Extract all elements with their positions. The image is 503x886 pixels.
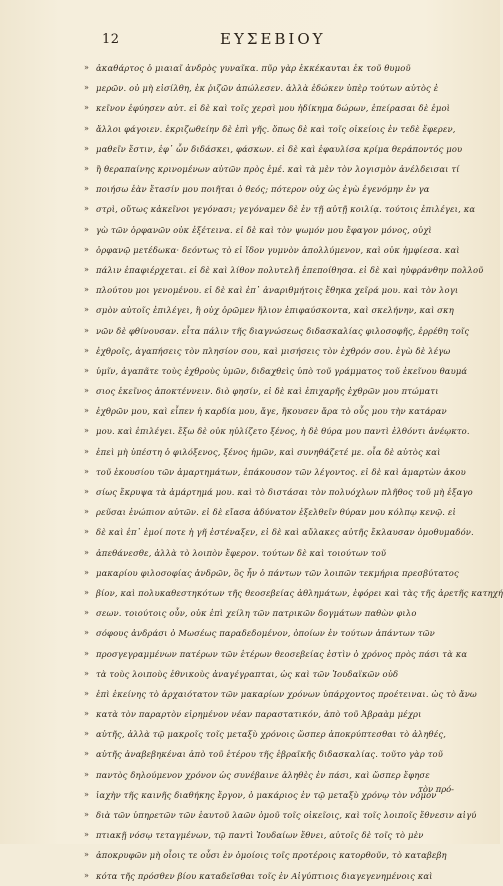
line-text: ἰαχὴν τῆς καινῆς διαθήκης ἔργον, ὁ μακάριος ἐν τῷ μεταξὺ χρόνῳ τὸν νόμον (96, 789, 437, 800)
page-number: 12 (102, 32, 120, 47)
quote-mark: » (84, 729, 89, 739)
text-line (84, 442, 446, 462)
line-text: ποιήσω ἐὰν ἔτασίν μου ποιῆται ὁ θεός; πότερον οὐχ ὡς ἐγὼ ἐγενόμην ἐν γα (96, 184, 430, 195)
line-text: ὀρφανῷ μετέδωκα· δεόντως τὸ εἰ ἴδον γυμνὸν ἀπολλύμενον, καὶ οὐκ ἠμφίεσα. καὶ (96, 244, 460, 255)
line-text: πλούτου μοι γενομένου. εἰ δὲ καὶ ἐπ᾽ ἀναριθμήτοις ἔθηκα χεῖρά μου. καὶ τὸν λογι (96, 285, 459, 296)
line-text: ἀπεθάνεσθε, ἀλλὰ τὸ λοιπὸν ἔφερον. τούτων δὲ καὶ τοιούτων τοῦ (96, 547, 387, 558)
line-text: σμὸν αὐτοῖς ἐπιλέγει, ἢ οὐχ ὁρῶμεν ἥλιον ἐπιφαύσκοντα, καὶ σκελήνην, καὶ σκη (96, 305, 454, 316)
text-line (84, 280, 459, 300)
quote-mark: » (84, 426, 89, 436)
text-line (84, 825, 446, 845)
text-line (84, 320, 470, 340)
line-text: ἄλλοι φάγοιεν. ἐκριζωθείην δὲ ἐπὶ γῆς. ὅπως δὲ καὶ τοῖς οἰκείοις ἐν τεδὲ ἔφερεν, (96, 123, 456, 134)
line-text: κεῖνον ἐφύησεν αὐτ. εἰ δὲ καὶ τοῖς χερσὶ μου ἠδίκημα δώρων, ἐπείρασαι δὲ ἐμοὶ (96, 103, 451, 114)
text-line (84, 361, 468, 381)
text-line (84, 744, 446, 764)
quote-mark: » (84, 103, 89, 113)
quote-mark: » (84, 688, 89, 698)
line-text: ρεῦσαι ἐνώπιον αὐτῶν. εἰ δὲ εἴασα ἀδύνατον ἐξελθεῖν θύραν μου κόλπῳ κενῷ. εἰ (96, 507, 456, 518)
text-line (84, 543, 446, 563)
line-text: σιος ἐκεῖνος ἀποκτέννειν. διὸ φησίν, εἰ δὲ καὶ ἐπιχαρῆς ἐχθρῶν μου πτώματι (96, 386, 439, 397)
quote-mark: » (84, 386, 89, 396)
text-line (84, 805, 477, 825)
text-line (84, 401, 446, 421)
quote-mark: » (84, 345, 89, 355)
running-head: ΕΥΣΕΒΙΟΥ (220, 30, 326, 48)
quote-mark: » (84, 668, 89, 678)
text-line (84, 300, 454, 320)
text-line (84, 603, 446, 623)
quote-mark: » (84, 870, 89, 880)
quote-mark: » (84, 850, 89, 860)
quote-mark: » (84, 810, 89, 820)
quote-mark: » (84, 830, 89, 840)
text-line (84, 583, 503, 603)
text-line (84, 704, 446, 724)
line-text: προσγεγραμμένων πατέρων τῶν ἑτέρων θεοσεβείας ἐστὶν ὁ χρόνος πρὸς πάσι τὰ κα (96, 648, 468, 659)
text-line (84, 482, 473, 502)
text-line (84, 179, 446, 199)
line-text: τοῦ ἑκουσίου τῶν ἁμαρτημάτων, ἐπάκουσον τῶν λέγοντος. εἰ δὲ καὶ ἁμαρτὼν ἀκου (96, 466, 466, 477)
line-text: αὐτῆς, ἀλλὰ τῷ μακροῖς τοῖς μεταξὺ χρόνοις ὥσπερ ἀποκρύπτεσθαι τὸ ἀληθές, (96, 729, 447, 740)
line-text: νῶν δὲ φθίνουσαν. εἶτα πάλιν τῆς διαγνώσεως διδασκαλίας φιλοσοφῆς, ἐρρέθη τοῖς (96, 325, 470, 336)
quote-mark: » (84, 789, 89, 799)
quote-mark: » (84, 224, 89, 234)
line-text: ἐχθρῶν μου, καὶ εἶπεν ἡ καρδία μου, ἄγε, ἤκουσεν ἄρα τὸ οὖς μου τὴν κατάραν (96, 406, 447, 417)
line-text: πτιακῇ νόσῳ τεταγμένων, τῷ παντὶ Ἰουδαίων ἔθνει, αὐτοῖς δὲ τοῖς τὸ μὲν (96, 830, 424, 841)
quote-mark: » (84, 285, 89, 295)
quote-mark: » (84, 305, 89, 315)
text-line (84, 341, 451, 361)
quote-mark: » (84, 587, 89, 597)
quote-mark: » (84, 769, 89, 779)
line-text: σεων. τοιούτοις οὖν, οὐκ ἐπὶ χείλη τῶν πατρικῶν δογμάτων παθὼν φιλο (96, 608, 417, 619)
text-line (84, 643, 468, 663)
line-text: κατὰ τὸν παραρτὸν εἰρημένον νέαν παραστατικόν, ἀπὸ τοῦ Ἀβραὰμ μέχρι (96, 709, 422, 720)
text-line (84, 522, 474, 542)
line-text: μερῶν. οὐ μὴ εἰσίλθη, ἐκ ῥιζῶν ἀπώλεσεν. ἀλλὰ ἐδώκεν ὑπὲρ τούτων αὐτὸς ἐ (96, 83, 439, 94)
text-line (84, 684, 477, 704)
line-text: αὐτῆς ἀναβεβηκέναι ἀπὸ τοῦ ἑτέρου τῆς ἑβραϊκῆς διδασκαλίας. τοῦτο γὰρ τοῦ (96, 749, 443, 760)
quote-mark: » (84, 244, 89, 254)
text-line (84, 260, 484, 280)
text-line (84, 381, 446, 401)
text-line (84, 664, 446, 684)
line-text: ἀκαθάρτος ὁ μιαιαῖ ἀνδρὸς γυναῖκα. πῦρ γὰρ ἐκκέκαυται ἐκ τοῦ θυμοῦ (96, 63, 411, 74)
quote-mark: » (84, 608, 89, 618)
quote-mark: » (84, 527, 89, 537)
quote-mark: » (84, 63, 89, 73)
text-line (84, 98, 451, 118)
line-text: ἀποκρυφῶν μὴ οἷοις τε οὖσι ἐν ὁμοίοις τοῖς προτέροις κατορθοῦν, τὸ καταβεβη (96, 850, 447, 861)
quote-mark: » (84, 567, 89, 577)
quote-mark: » (84, 547, 89, 557)
text-line (84, 785, 446, 805)
text-line (84, 845, 446, 865)
text-line (84, 866, 446, 886)
quote-mark: » (84, 204, 89, 214)
quote-mark: » (84, 466, 89, 476)
text-line (84, 58, 446, 78)
text-line (84, 421, 470, 441)
text-line (84, 139, 463, 159)
quote-mark: » (84, 123, 89, 133)
quote-mark: » (84, 365, 89, 375)
line-text: δὲ καὶ ἐπ᾽ ἐμοί ποτε ἡ γῆ ἐστέναξεν, εἰ δὲ καὶ αὔλακες αὐτῆς ἔκλαυσαν ὁμοθυμαδόν. (96, 527, 474, 538)
text-line (84, 563, 459, 583)
quote-mark: » (84, 446, 89, 456)
quote-mark: » (84, 709, 89, 719)
quote-mark: » (84, 164, 89, 174)
quote-mark: » (84, 648, 89, 658)
line-text: ὑμῖν, ἀγαπᾶτε τοὺς ἐχθροὺς ὑμῶν, διδαχθεὶς ὑπὸ τοῦ γράμματος τοῦ ἐκεῖνου θαυμά (96, 365, 468, 376)
line-text: ἢ θεραπαίνης κρινομένων αὐτῶν πρὸς ἐμέ. καὶ τὰ μὲν τὸν λογισμὸν ἀνέλδεισαι τί (96, 164, 460, 175)
line-text: μαθεῖν ἔστιν, ἐφ᾽ ὧν διδάσκει, φάσκων. εἰ δὲ καὶ ἐφαυλίσα κρίμα θεράποντός μου (96, 143, 463, 154)
text-line (84, 765, 446, 785)
text-line (84, 623, 446, 643)
text-line (84, 78, 446, 98)
quote-mark: » (84, 325, 89, 335)
text-line (84, 462, 466, 482)
quote-mark: » (84, 406, 89, 416)
line-text: μακαρίου φιλοσοφίας ἀνδρῶν, ὃς ἦν ὁ πάντων τῶν λοιπῶν τεκμήρια πρεσβύτατος (96, 567, 459, 578)
line-text: στρὶ, οὕτως κἀκεῖνοι γεγόνασι; γεγόναμεν δὲ ἐν τῇ αὐτῇ κοιλίᾳ. τούτοις ἐπιλέγει, κα (96, 204, 476, 215)
line-text: διὰ τῶν ὑπηρετῶν τῶν ἑαυτοῦ λαῶν ὁμοῦ τοῖς οἰκεῖοις, καὶ τοῖς λοιποῖς ἔθνεσιν αἰγύ (96, 810, 477, 821)
line-text: σόφους ἀνδράσι ὁ Μωσέως παραδεδομένον, ὁποίων ἐν τούτων ἀπάντων τῶν (96, 628, 435, 639)
text-line (84, 502, 456, 522)
line-text: ἐχθροῖς, ἀγαπήσεις τὸν πλησίον σου, καὶ μισήσεις τὸν ἐχθρόν σου. ἐγὼ δὲ λέγω (96, 345, 451, 356)
quote-mark: » (84, 143, 89, 153)
text-line (84, 724, 446, 744)
quote-mark: » (84, 264, 89, 274)
line-text: πάλιν ἐπαφιέρχεται. εἰ δὲ καὶ λίθον πολυτελῆ ἐπεποίθησα. εἰ δὲ καὶ ηὐφράνθην πολλοῦ (96, 264, 484, 275)
quote-mark: » (84, 487, 89, 497)
greek-text-block (84, 58, 503, 886)
line-text: σίως ἔκρυψα τὰ ἁμάρτημά μου. καὶ τὸ διστάσαι τὸν πολυόχλων πλῆθος τοῦ μὴ ἐξαγο (96, 487, 473, 498)
text-line (84, 159, 460, 179)
line-text: μου. καὶ ἐπιλέγει. ἔξω δὲ οὐκ ηὐλίζετο ξένος, ἡ δὲ θύρα μου παντὶ ἐλθόντι ἀνέῳκτο. (96, 426, 470, 437)
text-line (84, 119, 456, 139)
quote-mark: » (84, 83, 89, 93)
page-header (102, 30, 428, 52)
line-text: τὰ τοὺς λοιποὺς ἐθνικοὺς ἀναγέγραπται, ὡς καὶ τῶν Ἰουδαϊκῶν οὐδ (96, 668, 399, 679)
line-text: βίον, καὶ πολυκαθεστηκότων τῆς θεοσεβείας ἀθλημάτων, ἐφόρει καὶ τὰς τῆς ἀρετῆς κατηχή (96, 587, 503, 598)
text-line (84, 220, 446, 240)
text-line (84, 199, 476, 219)
line-text: κότα τῆς πρόσθεν βίου καταδεῖσθαι τοῖς ἐν Αἰγύπτιοις διαγεγενημένοις καὶ (96, 870, 433, 881)
catchword: τὸν πρό- (418, 784, 454, 794)
line-text: ἐπεὶ μὴ ὑπέστη ὁ φιλόξενος, ξένος ἡμῶν, καὶ συνηθάζετέ με. οἷα δὲ αὐτὸς καὶ (96, 446, 441, 457)
quote-mark: » (84, 184, 89, 194)
line-text: γὼ τῶν ὀρφανῶν οὐκ ἐξέτεινα. εἰ δὲ καὶ τὸν ψωμόν μου ἔφαγον μόνος, οὐχὶ (96, 224, 432, 235)
quote-mark: » (84, 749, 89, 759)
line-text: ἐπὶ ἐκείνης τὸ ἀρχαιότατον τῶν μακαρίων χρόνων ὑπάρχοντος προέτειναι. ὡς τὸ ἄνω (96, 688, 477, 699)
text-line (84, 240, 460, 260)
quote-mark: » (84, 507, 89, 517)
quote-mark: » (84, 628, 89, 638)
line-text: παντὸς δηλούμενον χρόνον ὡς συνέβαινε ἀληθὲς ἐν πάσι, καὶ ὥσπερ ἔφησε (96, 769, 430, 780)
